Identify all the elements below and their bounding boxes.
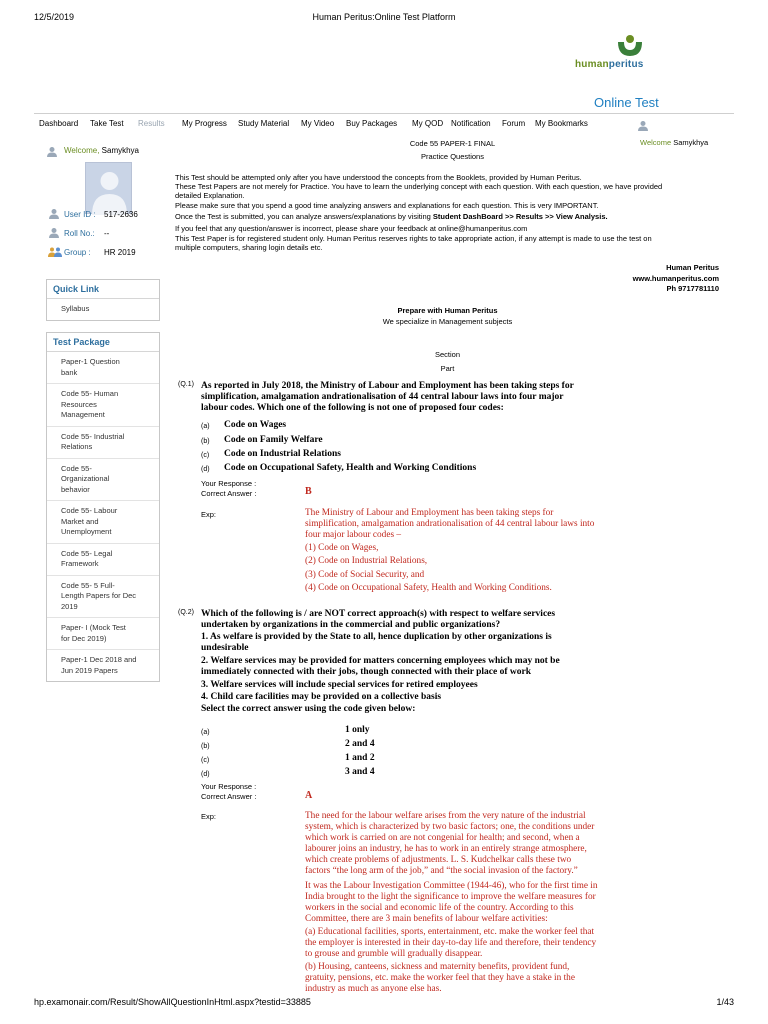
main-nav [34,117,734,131]
instruction-line: Once the Test is submitted, you can analyze answers/explanations by visiting Student DashBoard >> Results >> View Analysis. [175,212,608,221]
explanation-line: (2) Code on Industrial Relations, [305,556,428,566]
part-label: Part [440,364,455,373]
avatar [85,162,132,214]
user-icon [46,146,58,158]
explanation-label: Exp: [201,812,217,821]
question-text: undertaken by organizations in the commercial and public organizations? [201,620,501,630]
option-key: (c) [201,452,210,459]
test-package-item[interactable]: Paper-1 Dec 2018 and Jun 2019 Papers [61,655,137,675]
section-title: Online Test [594,95,659,110]
instruction-line: If you feel that any question/answer is incorrect, please share your feedback at online@humanperitus.com [175,224,528,233]
question-text: simplification, amalgamation andrationalisation of 44 central labour laws into four major [201,392,564,402]
contact-website: www.humanperitus.com [632,274,719,283]
nav-dashboard[interactable]: Dashboard [39,119,79,128]
explanation-line: It was the Labour Investigation Committee (1944-46), who for the first time in [305,881,598,891]
nav-forum[interactable]: Forum [502,119,526,128]
question-text: Which of the following is / are NOT correct approach(s) with respect to welfare services [201,609,556,619]
correct-answer-value: A [305,790,313,801]
explanation-line: India brought to the light the significance to improve the welfare measures for [305,892,596,902]
user-id-value: 517-2636 [104,210,138,219]
option-text: Code on Family Welfare [224,435,323,445]
correct-answer-label: Correct Answer : [201,489,257,498]
explanation-line: Committee, there are 3 main benefits of labour welfare activities: [305,914,548,924]
nav-my-bookmarks[interactable]: My Bookmarks [535,119,588,128]
correct-answer-value: B [305,486,312,497]
explanation-line: (b) Housing, canteens, sickness and maternity benefits, provident fund, [305,962,570,972]
paper-title: Code 55 PAPER-1 FINAL [409,139,496,148]
question-text: As reported in July 2018, the Ministry of Labour and Employment has been taking steps for [201,381,574,391]
print-url: hp.examonair.com/Result/ShowAllQuestionInHtml.aspx?testid=33885 [34,997,311,1007]
nav-study-material[interactable]: Study Material [238,119,290,128]
option-text: Code on Occupational Safety, Health and Working Conditions [224,463,477,473]
brand-logo[interactable] [575,34,695,74]
explanation-line: which work is carried on are not congenial for health; and second, when a [305,833,580,843]
print-title: Human Peritus:Online Test Platform [312,12,456,22]
test-package-item[interactable]: Paper- I (Mock Test for Dec 2019) [47,618,159,650]
print-date: 12/5/2019 [34,12,75,22]
brand-wordmark: humanperitus [575,59,644,70]
question-text: 2. Welfare services may be provided for matters concerning employees which may not be [201,656,560,666]
print-page-number: 1/43 [716,997,734,1007]
instruction-line: This Test should be attempted only after you have understood the concepts from the Booklets, provided by Human Peritus. [175,173,582,182]
divider [34,113,734,114]
print-footer [34,997,734,1009]
option-text: Code on Wages [224,420,287,430]
nav-results[interactable]: Results [138,119,165,128]
your-response-label: Your Response : [201,782,257,791]
avatar-placeholder-icon [86,163,133,215]
instruction-line: This Test Paper is for registered student only. Human Peritus reserves rights to take appropriate action, if any attempt is made to use the test on [175,234,652,243]
option-text: 2 and 4 [345,739,375,749]
option-text: 1 only [345,725,370,735]
explanation-line: (1) Code on Wages, [305,543,379,553]
explanation-label: Exp: [201,510,217,519]
your-response-label: Your Response : [201,479,257,488]
quick-link-title: Quick Link [47,280,159,299]
print-header [34,12,734,24]
question-text: 4. Child care facilities may be provided on a collective basis [201,692,442,702]
explanation-line: system, which is characterized by two basic factors; one, the conditions under [305,822,595,832]
option-key: (d) [201,466,210,473]
explanation-line: four major labour codes – [305,530,402,540]
contact-name: Human Peritus [666,263,719,272]
group-icon [48,246,62,258]
test-package-title: Test Package [47,333,159,352]
option-key: (b) [201,438,210,445]
question-text: undesirable [201,643,249,653]
explanation-line: (3) Code of Social Security, and [305,570,425,580]
explanation-line: The Ministry of Labour and Employment has been taking steps for [305,508,554,518]
test-package-item[interactable]: Code 55- Human Resources Management [47,384,159,427]
explanation-line: to grouse and grumble will gradually disappear. [305,949,483,959]
explanation-line: labourer joins an industry, he has to work in an entirely strange atmosphere, [305,844,587,854]
roll-no-label: Roll No.: [64,229,95,238]
option-text: Code on Industrial Relations [224,449,341,459]
section-label: Section [434,350,461,359]
explanation-line: gratuity, pensions, etc. make the worker feel that they have a stake in the [305,973,575,983]
option-key: (c) [201,757,210,764]
sidebar-welcome: Welcome, Samykhya [64,146,140,155]
roll-no-value: -- [104,229,110,238]
test-package-item[interactable]: Code 55- Industrial Relations [47,427,159,459]
option-key: (d) [201,771,210,778]
question-text: 3. Welfare services will include special services for retired employees [201,680,478,690]
nav-my-qod[interactable]: My QOD [412,119,444,128]
question-number: (Q.2) [178,609,194,616]
nav-my-progress[interactable]: My Progress [182,119,227,128]
nav-take-test[interactable]: Take Test [90,119,124,128]
nav-welcome: Welcome Samykhya [640,138,709,147]
explanation-line: the employer is interested in their day-to-day life and therefore, their tendency [305,938,597,948]
question-text: labour codes. Which one of the following is not one of proposed four codes: [201,403,504,413]
explanation-line: simplification, amalgamation andrationalisation of 44 central labour laws into [305,519,595,529]
question-text: 1. As welfare is provided by the State to all, hence duplication by other organizations is [201,632,552,642]
instruction-line: Please make sure that you spend a good time analyzing answers and explanations for each question. This is very IMPORTANT. [175,201,599,210]
nav-notification[interactable]: Notification [451,119,491,128]
explanation-line: industry as much as anyone else has. [305,984,442,994]
nav-buy-packages[interactable]: Buy Packages [346,119,398,128]
group-value: HR 2019 [104,248,136,257]
test-package-item[interactable]: Code 55- Labour Market and Unemployment [47,501,159,544]
test-package-item[interactable]: Code 55- 5 Full- Length Papers for Dec 2019 [47,576,159,619]
logo-mark-icon [613,34,647,58]
explanation-line: factors “the long arm of the job,” and “the social invasion of the factory.” [305,866,578,876]
test-package-panel [46,332,160,682]
user-icon [48,208,60,220]
user-icon [637,120,649,132]
explanation-line: workers in the social and economic life of the country. According to this [305,903,574,913]
nav-my-video[interactable]: My Video [301,119,335,128]
option-key: (a) [201,729,210,736]
explanation-line: which create problems of adjustments. L. S. Kudchelkar calls these two [305,855,572,865]
question-text: immediately connected with their jobs, though connected with their place of work [201,667,532,677]
test-package-item[interactable]: Code 55- Organizational behavior [47,459,159,502]
paper-subtitle: Practice Questions [421,152,484,161]
group-label: Group : [64,248,91,257]
question-number: (Q.1) [178,381,194,388]
test-package-item[interactable]: Code 55- Legal Framework [47,544,159,576]
explanation-line: (a) Educational facilities, sports, entertainment, etc. make the worker feel that [305,927,595,937]
instruction-line: These Test Papers are not merely for Practice. You have to learn the underlying concept with each question. With each question, we have provided [175,182,663,191]
instruction-line: multiple computers, sharing login details etc. [175,243,323,252]
option-key: (a) [201,423,210,430]
option-text: 1 and 2 [345,753,375,763]
contact-phone: Ph 9717781110 [666,284,719,293]
correct-answer-label: Correct Answer : [201,792,257,801]
specialize-subheading: We specialize in Management subjects [382,317,513,326]
explanation-line: The need for the labour welfare arises from the very nature of the industrial [305,811,586,821]
option-text: 3 and 4 [345,767,375,777]
test-package-item[interactable]: Paper-1 Question bank [47,352,159,384]
question-text: Select the correct answer using the code given below: [201,704,416,714]
user-id-label: User ID : [64,210,96,219]
explanation-line: (4) Code on Occupational Safety, Health and Working Conditions. [305,583,552,593]
instruction-line: detailed Explanation. [175,191,245,200]
quick-link-panel [46,279,160,321]
option-key: (b) [201,743,210,750]
quick-link-syllabus[interactable]: Syllabus [61,304,90,313]
user-icon [48,227,60,239]
prepare-heading: Prepare with Human Peritus [397,306,498,315]
